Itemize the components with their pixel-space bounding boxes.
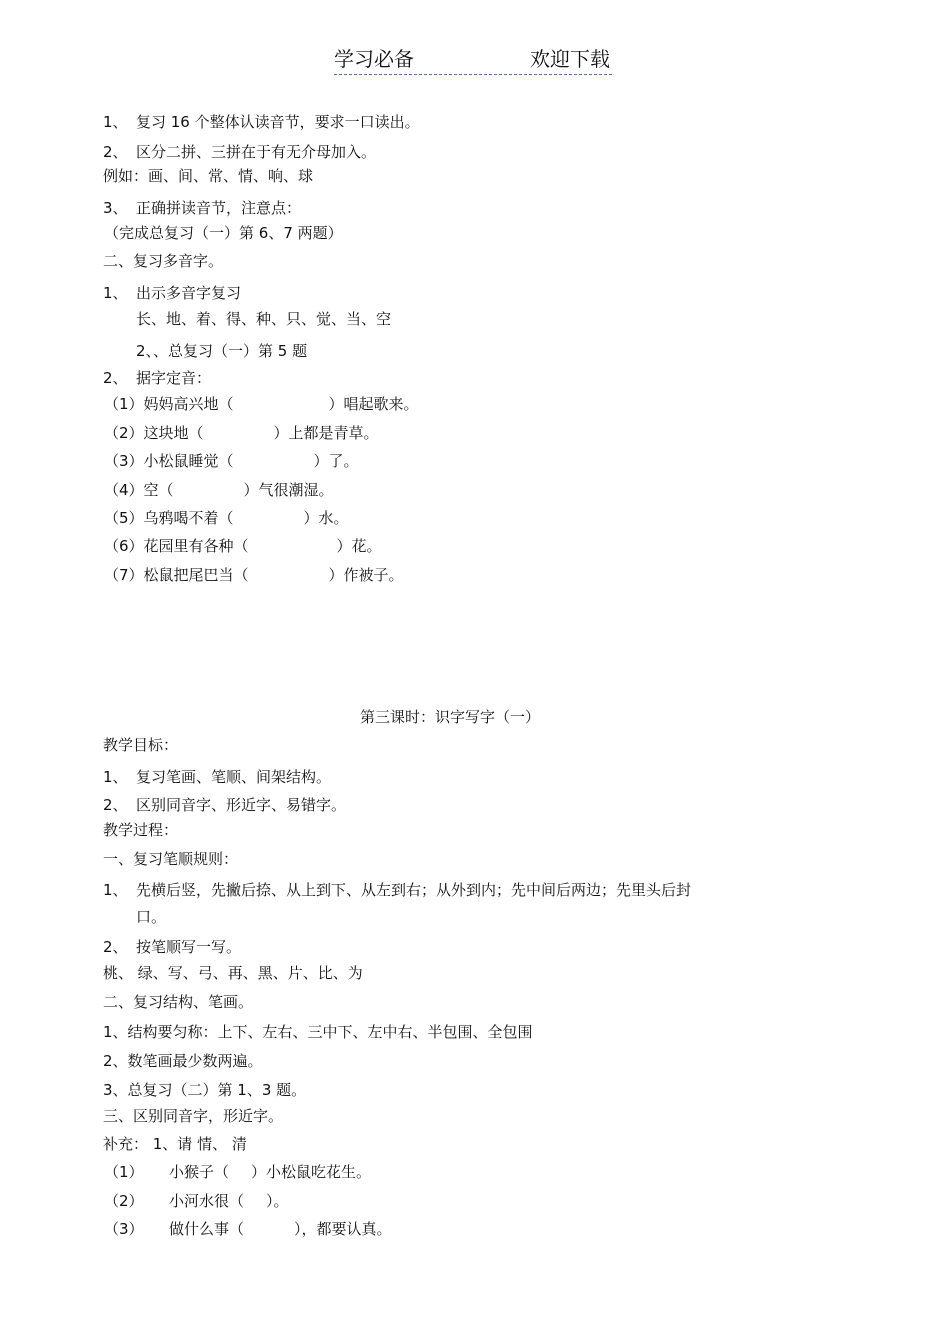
- page-header: [334, 44, 612, 75]
- process-label: 教学过程：: [103, 821, 179, 839]
- fill-text: 小河水很（: [169, 1192, 245, 1210]
- fill-text: ）花。: [336, 537, 382, 555]
- item-text: 复习笔画、笔顺、间架结构。: [136, 768, 332, 786]
- item-text: 出示多音字复习: [136, 284, 242, 302]
- example-line: 例如：画、间、常、情、响、球: [103, 167, 314, 185]
- fill-text: ）上都是青草。: [273, 424, 379, 442]
- section-heading: 二、复习多音字。: [103, 252, 224, 270]
- fill-blank-line: [104, 480, 334, 500]
- fill-text: （6）花园里有各种（: [104, 537, 249, 555]
- item-text: 区分二拼、三拼在于有无介母加入。: [136, 143, 377, 161]
- item-number: 2、: [103, 369, 128, 387]
- item-number: 1、: [103, 768, 128, 786]
- item-text: 按笔顺写一写。: [136, 938, 242, 956]
- structure-line: 2、数笔画最少数两遍。: [103, 1052, 263, 1070]
- fill-text: ）作被子。: [328, 566, 404, 584]
- fill-blank-line: [104, 508, 349, 528]
- fill-text: 做什么事（: [169, 1220, 245, 1238]
- fill-blank-line: [104, 565, 404, 585]
- sub-number: （3）: [104, 1220, 144, 1238]
- fill-text: 小猴子（: [169, 1163, 230, 1181]
- item-text: 先横后竖，先撇后捺、从上到下、从左到右；从外到内；先中间后两边；先里头后封: [136, 881, 692, 899]
- practice-chars: 桃、 绿、写、弓、再、黑、片、比、为: [103, 964, 363, 982]
- fill-blank-line: [104, 536, 382, 556]
- fill-text: （5）乌鸦喝不着（: [104, 509, 234, 527]
- sub-number: （1）: [104, 1163, 144, 1181]
- item-number: 2、: [103, 796, 128, 814]
- item-text: 正确拼读音节，注意点：: [136, 199, 302, 217]
- lesson-title: 第三课时：识字写字（一）: [360, 708, 541, 726]
- item-number: 1、: [103, 284, 128, 302]
- header-left: 学习必备: [334, 47, 414, 71]
- rule-1-continuation: 口。: [136, 908, 167, 926]
- fill-blank-line: [104, 394, 419, 414]
- poly-item-2: [103, 368, 211, 388]
- item-number: 2、: [103, 938, 128, 956]
- structure-line: 1、结构要匀称：上下、左右、三中下、左中右、半包围、全包围: [103, 1023, 533, 1041]
- poly-item-1: [103, 283, 241, 303]
- item-3: [103, 198, 301, 218]
- goals-label: 教学目标：: [103, 736, 179, 754]
- fill-text: ）水。: [303, 509, 349, 527]
- section-heading: 二、复习结构、笔画。: [103, 993, 254, 1011]
- note-line: （完成总复习（一）第 6、7 两题）: [104, 224, 343, 242]
- fill-text: （1）妈妈高兴地（: [104, 395, 234, 413]
- poly-review: 2、、总复习（一）第 5 题: [136, 342, 308, 360]
- supplement-line: 补充： 1、请 情、 清: [103, 1135, 247, 1153]
- item-text: 区别同音字、形近字、易错字。: [136, 796, 347, 814]
- item-text: 复习 16 个整体认读音节，要求一口读出。: [136, 113, 420, 131]
- fill-text: ）唱起歌来。: [328, 395, 419, 413]
- structure-line: 3、总复习（二）第 1、3 题。: [103, 1081, 307, 1099]
- item-number: 1、: [103, 113, 128, 131]
- item-number: 2、: [103, 143, 128, 161]
- fill-text: （7）松鼠把尾巴当（: [104, 566, 249, 584]
- item-1: [103, 112, 420, 132]
- section-heading: 一、复习笔顺规则：: [103, 850, 239, 868]
- header-right: 欢迎下载: [530, 47, 610, 71]
- fill-text: ），都要认真。: [294, 1220, 392, 1238]
- fill-blank-line: [104, 451, 359, 471]
- fill-text: ）。: [266, 1192, 289, 1210]
- section-heading: 三、区别同音字，形近字。: [103, 1107, 284, 1125]
- goal-1: [103, 767, 331, 787]
- fill-text: （2）这块地（: [104, 424, 204, 442]
- fill-text: ）气很潮湿。: [243, 481, 334, 499]
- fill-text: （4）空（: [104, 481, 174, 499]
- item-number: 3、: [103, 199, 128, 217]
- fill-text: ）小松鼠吃花生。: [251, 1163, 372, 1181]
- item-2: [103, 142, 376, 162]
- rule-1: [103, 880, 691, 900]
- goal-2: [103, 795, 346, 815]
- sub-fill-line: [104, 1191, 289, 1211]
- rule-2: [103, 937, 241, 957]
- sub-fill-line: [104, 1162, 371, 1182]
- fill-text: ）了。: [313, 452, 359, 470]
- item-number: 1、: [103, 881, 128, 899]
- fill-text: （3）小松鼠睡觉（: [104, 452, 234, 470]
- sub-number: （2）: [104, 1192, 144, 1210]
- item-text: 据字定音：: [136, 369, 212, 387]
- fill-blank-line: [104, 423, 379, 443]
- sub-fill-line: [104, 1219, 392, 1239]
- poly-chars: 长、地、着、得、种、只、觉、当、空: [136, 310, 392, 328]
